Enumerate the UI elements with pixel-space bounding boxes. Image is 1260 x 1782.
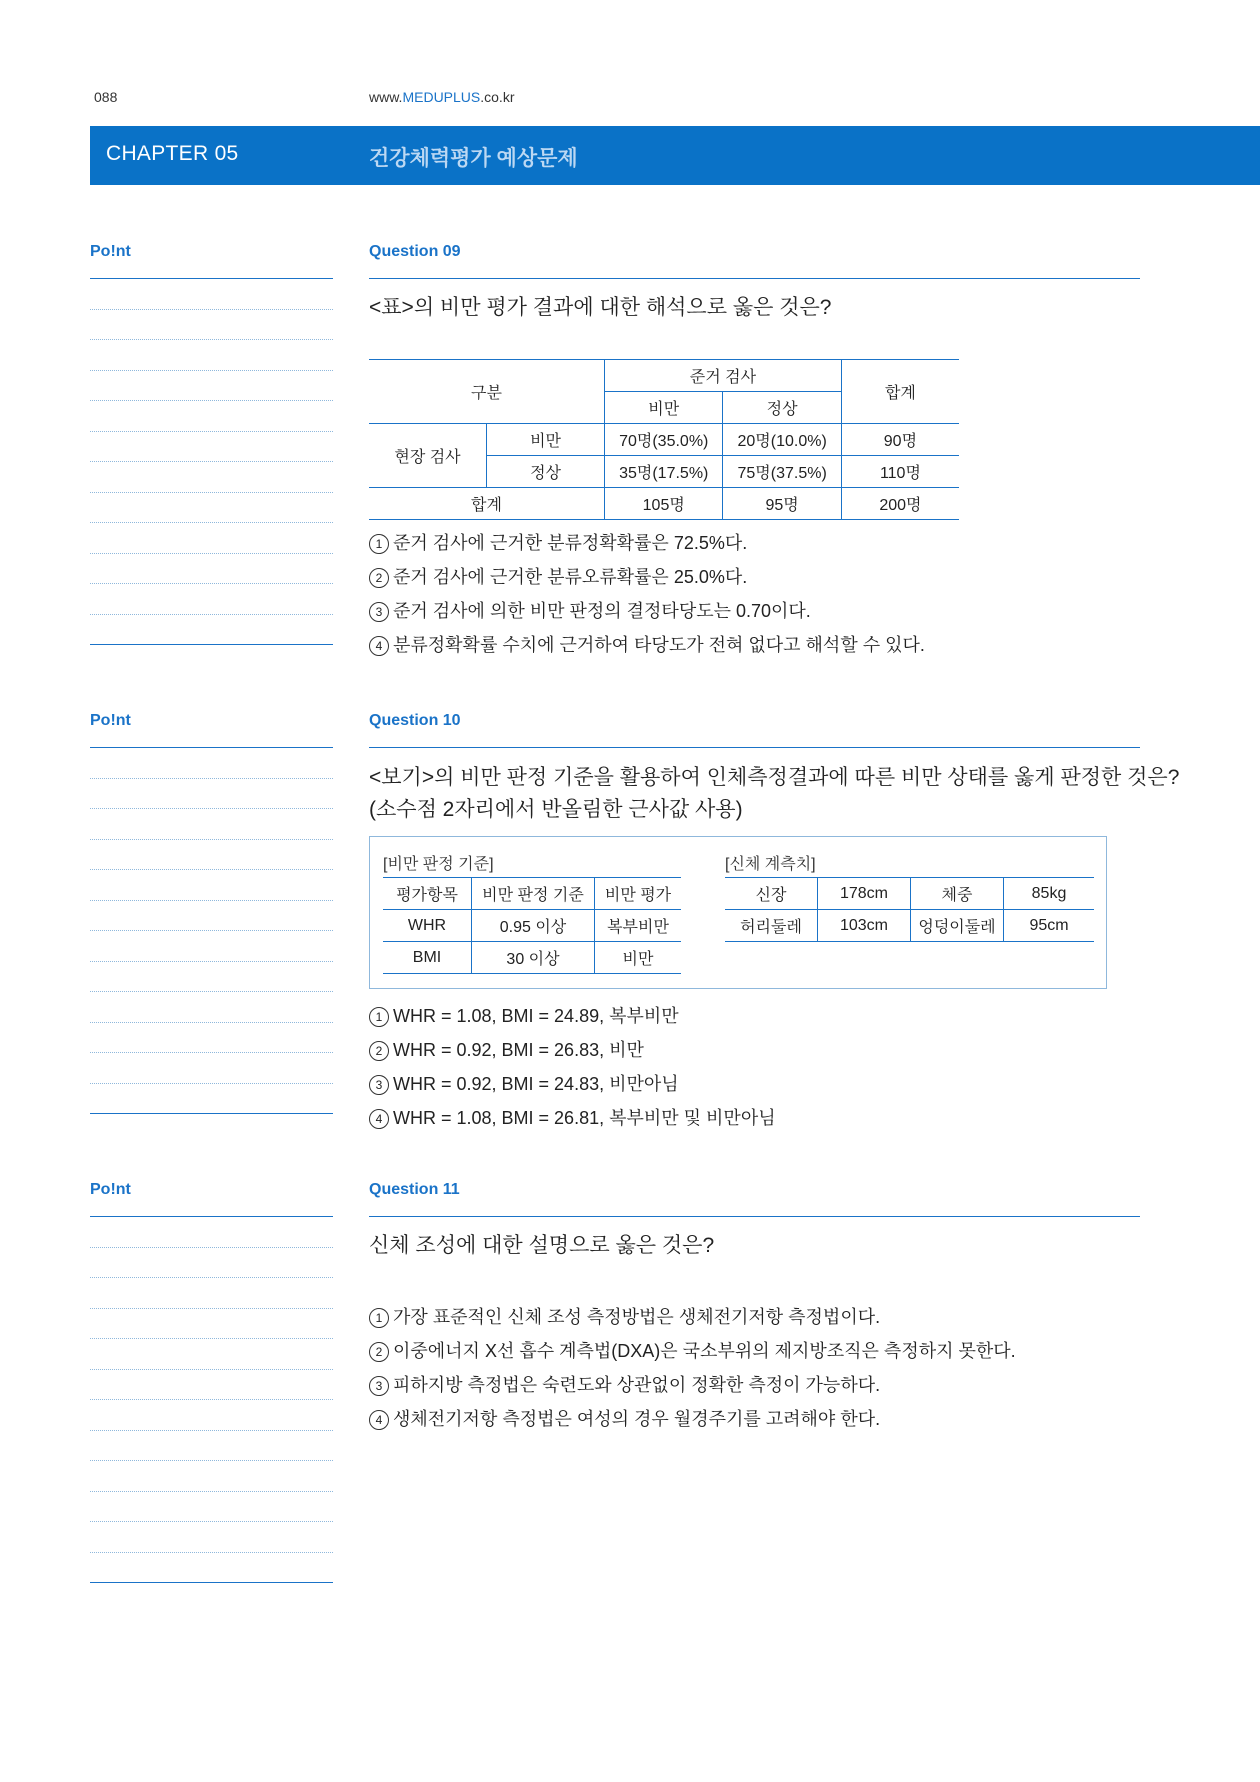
question-label: Question 10 <box>369 712 461 729</box>
table-cell: 0.95 이상 <box>472 910 595 942</box>
obesity-result-table <box>369 359 959 520</box>
point-rule <box>90 1216 333 1217</box>
point-label: Po!nt <box>90 712 131 729</box>
chapter-title: 건강체력평가 예상문제 <box>369 147 578 170</box>
site-brand: MEDUPLUS <box>402 89 481 105</box>
question-stem: 신체 조성에 대한 설명으로 옳은 것은? <box>369 1234 715 1257</box>
point-rule <box>90 747 333 748</box>
choice-number: 2 <box>369 1041 389 1061</box>
header-normal: 정상 <box>723 392 841 424</box>
note-line <box>90 400 333 401</box>
question-stem: <표>의 비만 평가 결과에 대한 해석으로 옳은 것은? <box>369 296 832 319</box>
table-cell: 20명(10.0%) <box>723 424 841 456</box>
table-cell: 85kg <box>1004 878 1095 910</box>
note-line <box>90 553 333 554</box>
note-line <box>90 522 333 523</box>
note-line <box>90 1399 333 1400</box>
table-cell: 95cm <box>1004 910 1095 942</box>
note-line <box>90 930 333 931</box>
note-line <box>90 1521 333 1522</box>
choice-number: 3 <box>369 1376 389 1396</box>
note-line <box>90 839 333 840</box>
note-line <box>90 1430 333 1431</box>
criteria-table <box>383 877 681 974</box>
row-label-total: 합계 <box>369 488 605 520</box>
table-header: 비만 평가 <box>595 878 682 910</box>
table-cell: 35명(17.5%) <box>605 456 723 488</box>
question-stem-note: (소수점 2자리에서 반올림한 근사값 사용) <box>369 798 743 821</box>
choice-number: 1 <box>369 534 389 554</box>
answer-choice[interactable]: 1 가장 표준적인 신체 조성 측정방법은 생체전기저항 측정법이다. <box>369 1303 880 1329</box>
answer-choice[interactable]: 1 준거 검사에 근거한 분류정확확률은 72.5%다. <box>369 529 747 555</box>
reference-box <box>369 836 1107 989</box>
note-line <box>90 808 333 809</box>
question-stem: <보기>의 비만 판정 기준을 활용하여 인체측정결과에 따른 비만 상태를 옳게 판정한 것은? <box>369 766 1180 789</box>
choice-number: 4 <box>369 636 389 656</box>
row-label: 정상 <box>487 456 605 488</box>
note-line <box>90 1338 333 1339</box>
answer-choice[interactable]: 4 생체전기저항 측정법은 여성의 경우 월경주기를 고려해야 한다. <box>369 1405 880 1431</box>
table-cell: 30 이상 <box>472 942 595 974</box>
note-line <box>90 1460 333 1461</box>
table-header: 평가항목 <box>383 878 472 910</box>
point-label: Po!nt <box>90 243 131 260</box>
table-cell: 복부비만 <box>595 910 682 942</box>
header-standard-test: 준거 검사 <box>605 360 842 392</box>
table-cell: 103cm <box>818 910 911 942</box>
table-cell: BMI <box>383 942 472 974</box>
answer-choice[interactable]: 4 분류정확확률 수치에 근거하여 타당도가 전혀 없다고 해석할 수 있다. <box>369 631 925 657</box>
choice-number: 2 <box>369 568 389 588</box>
note-line <box>90 614 333 615</box>
point-rule <box>90 278 333 279</box>
question-label: Question 11 <box>369 1181 460 1198</box>
point-rule <box>90 1113 333 1114</box>
choice-number: 1 <box>369 1308 389 1328</box>
table-cell: 70명(35.0%) <box>605 424 723 456</box>
table-cell: 비만 <box>595 942 682 974</box>
note-line <box>90 309 333 310</box>
note-line <box>90 1022 333 1023</box>
note-line <box>90 991 333 992</box>
choice-number: 3 <box>369 602 389 622</box>
page-number: 088 <box>94 89 118 105</box>
chapter-label: CHAPTER 05 <box>106 142 239 165</box>
note-line <box>90 1308 333 1309</box>
chapter-banner <box>90 126 1260 185</box>
answer-choice[interactable]: 3 WHR = 0.92, BMI = 24.83, 비만아님 <box>369 1070 679 1096</box>
note-line <box>90 778 333 779</box>
table-cell: 95명 <box>723 488 841 520</box>
table-cell: 90명 <box>841 424 959 456</box>
point-rule <box>90 1582 333 1583</box>
choice-number: 1 <box>369 1007 389 1027</box>
table-header: 엉덩이둘레 <box>911 910 1004 942</box>
note-line <box>90 431 333 432</box>
table-cell: WHR <box>383 910 472 942</box>
note-line <box>90 1277 333 1278</box>
answer-choice[interactable]: 4 WHR = 1.08, BMI = 26.81, 복부비만 및 비만아님 <box>369 1104 776 1130</box>
row-label: 비만 <box>487 424 605 456</box>
choice-number: 3 <box>369 1075 389 1095</box>
note-line <box>90 1247 333 1248</box>
question-rule <box>369 747 1140 748</box>
note-line <box>90 961 333 962</box>
table-header: 비만 판정 기준 <box>472 878 595 910</box>
answer-choice[interactable]: 3 준거 검사에 의한 비만 판정의 결정타당도는 0.70이다. <box>369 597 811 623</box>
choice-number: 4 <box>369 1109 389 1129</box>
body-measure-table <box>725 877 1094 942</box>
table-header: 신장 <box>725 878 818 910</box>
answer-choice[interactable]: 2 WHR = 0.92, BMI = 26.83, 비만 <box>369 1036 644 1062</box>
note-line <box>90 1052 333 1053</box>
point-label: Po!nt <box>90 1181 131 1198</box>
point-rule <box>90 644 333 645</box>
header-obese: 비만 <box>605 392 723 424</box>
choice-number: 2 <box>369 1342 389 1362</box>
question-label: Question 09 <box>369 243 461 260</box>
note-line <box>90 1083 333 1084</box>
note-line <box>90 492 333 493</box>
criteria-title: [비만 판정 기준] <box>383 856 494 873</box>
table-cell: 110명 <box>841 456 959 488</box>
question-rule <box>369 278 1140 279</box>
note-line <box>90 461 333 462</box>
header-total: 합계 <box>841 360 959 424</box>
choice-number: 4 <box>369 1410 389 1430</box>
note-line <box>90 1369 333 1370</box>
note-line <box>90 339 333 340</box>
note-line <box>90 900 333 901</box>
body-measure-title: [신체 계측치] <box>725 856 816 873</box>
note-line <box>90 1491 333 1492</box>
note-line <box>90 583 333 584</box>
table-cell: 75명(37.5%) <box>723 456 841 488</box>
note-line <box>90 1552 333 1553</box>
answer-choice[interactable]: 1 WHR = 1.08, BMI = 24.89, 복부비만 <box>369 1002 679 1028</box>
table-cell: 178cm <box>818 878 911 910</box>
site-url[interactable]: www.MEDUPLUS.co.kr <box>369 89 515 105</box>
table-header: 허리둘레 <box>725 910 818 942</box>
table-cell: 105명 <box>605 488 723 520</box>
answer-choice[interactable]: 2 준거 검사에 근거한 분류오류확률은 25.0%다. <box>369 563 747 589</box>
question-rule <box>369 1216 1140 1217</box>
note-line <box>90 370 333 371</box>
row-group-field-test: 현장 검사 <box>369 424 487 488</box>
answer-choice[interactable]: 2 이중에너지 X선 흡수 계측법(DXA)은 국소부위의 제지방조직은 측정하지 못한다. <box>369 1337 1016 1363</box>
table-header: 체중 <box>911 878 1004 910</box>
note-line <box>90 869 333 870</box>
answer-choice[interactable]: 3 피하지방 측정법은 숙련도와 상관없이 정확한 측정이 가능하다. <box>369 1371 880 1397</box>
table-cell: 200명 <box>841 488 959 520</box>
header-gubun: 구분 <box>369 360 605 424</box>
